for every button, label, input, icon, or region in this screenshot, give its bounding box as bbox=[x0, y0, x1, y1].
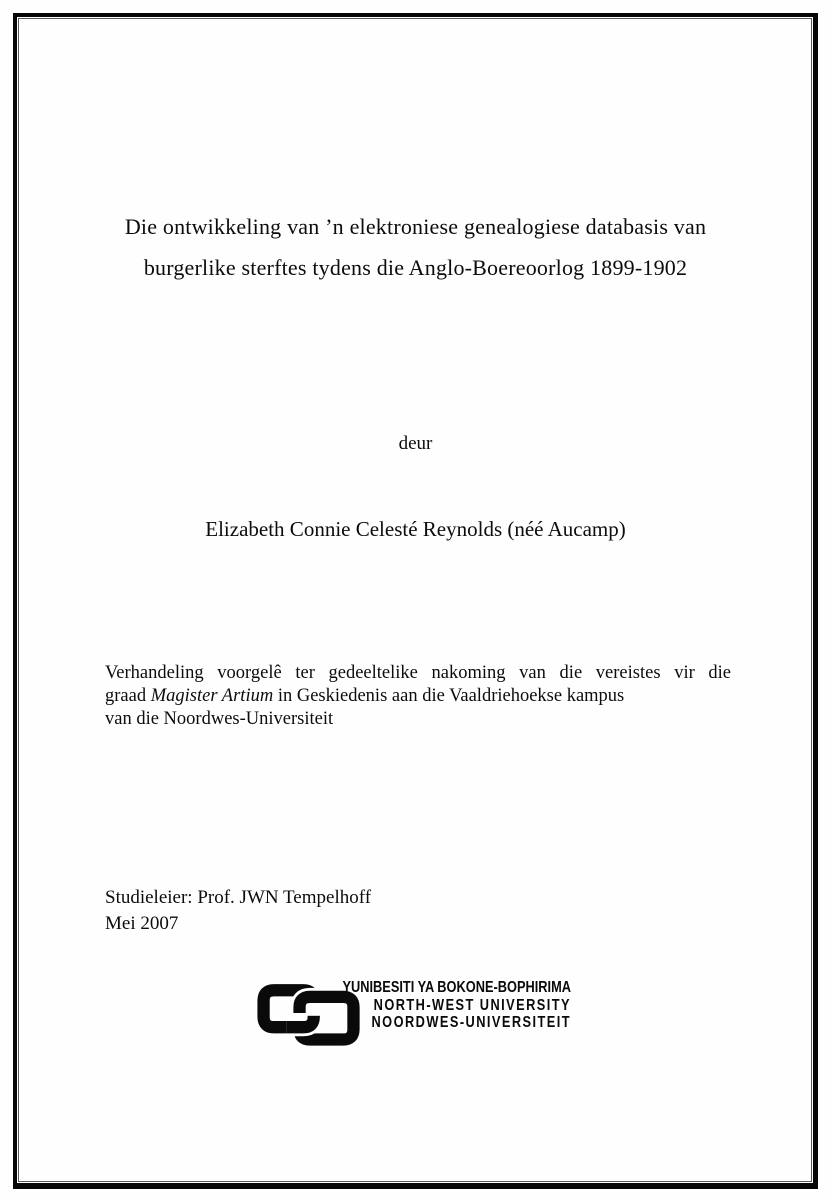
submission-line-2-post: in Geskiedenis aan die Vaaldriehoekse kampus bbox=[273, 686, 625, 707]
logo-text-afrikaans: NOORDWES-UNIVERSITEIT bbox=[371, 1014, 571, 1032]
date-line: Mei 2007 bbox=[105, 912, 179, 934]
supervisor-and-date bbox=[105, 885, 371, 936]
degree-name-italic: Magister Artium bbox=[150, 686, 274, 707]
supervisor-line: Studieleier: Prof. JWN Tempelhoff bbox=[105, 887, 372, 908]
logo-text-setswana: YUNIBESITI YA BOKONE-BOPHIRIMA bbox=[342, 979, 571, 996]
title-line-2: burgerlike sterftes tydens die Anglo-Boereoorlog 1899-1902 bbox=[143, 255, 688, 280]
logo-text-english: NORTH-WEST UNIVERSITY bbox=[373, 996, 571, 1014]
thesis-title bbox=[90, 206, 741, 288]
submission-line-2 bbox=[105, 685, 731, 708]
title-line-1: Die ontwikkeling van ’n elektroniese genealogiese databasis van bbox=[124, 214, 707, 239]
byline-deur: deur bbox=[398, 433, 433, 454]
submission-line-1: Verhandeling voorgelê ter gedeeltelike nakoming van die vereistes vir die bbox=[105, 663, 731, 683]
author-name: Elizabeth Connie Celesté Reynolds (néé Aucamp) bbox=[205, 517, 626, 541]
submission-line-3: van die Noordwes-Universiteit bbox=[105, 709, 334, 730]
university-logo-text bbox=[318, 979, 571, 1032]
submission-line-2-pre: graad bbox=[105, 686, 151, 707]
logo-left-link-front-segment-ink bbox=[286, 1016, 313, 1027]
submission-statement bbox=[105, 662, 731, 732]
